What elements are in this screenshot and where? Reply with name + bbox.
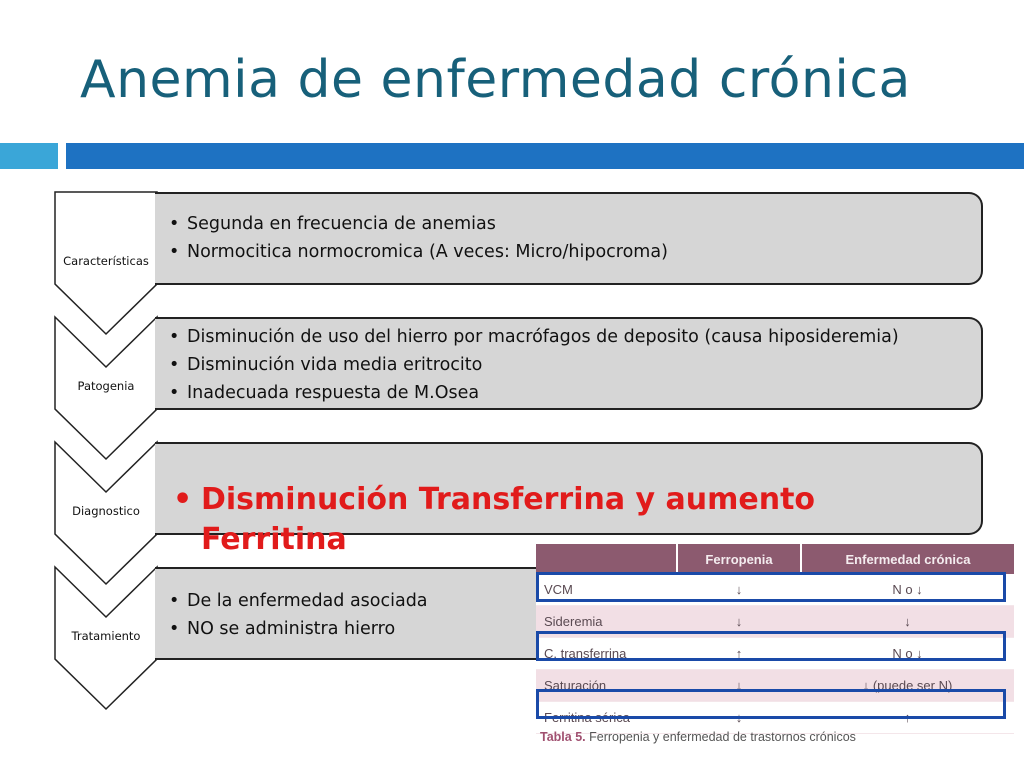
- table-cell: VCM: [536, 574, 677, 606]
- table-cell: N o ↓: [801, 638, 1014, 670]
- caption-text: Ferropenia y enfermedad de trastornos crónicos: [589, 730, 856, 744]
- accent-bar-dark: [66, 143, 1024, 169]
- table-header-row: [536, 544, 1014, 574]
- bullet-item: • Inadecuada respuesta de M.Osea: [167, 379, 967, 407]
- chevron-label: Patogenia: [77, 379, 135, 393]
- chevron-label: Tratamiento: [71, 629, 141, 643]
- table-cell: Saturación: [536, 670, 677, 702]
- section-box-caracteristicas: [155, 192, 983, 285]
- comparison-table-image: [536, 544, 1014, 744]
- highlight-box-vcm: [536, 572, 1006, 602]
- bullet-item: • NO se administra hierro: [167, 615, 639, 643]
- chevron-label: Características: [63, 254, 149, 268]
- table-cell: C. transferrina: [536, 638, 677, 670]
- chevron-diagnostico: [55, 442, 157, 584]
- table-header-cell: Enfermedad crónica: [801, 544, 1014, 574]
- table-header-cell: [536, 544, 677, 574]
- table-cell: ↓: [677, 702, 801, 734]
- table-cell: ↓: [677, 670, 801, 702]
- table-cell: ↓ (puede ser N): [801, 670, 1014, 702]
- caption-label: Tabla 5.: [540, 730, 586, 744]
- chevron-label: Diagnostico: [72, 504, 140, 518]
- bullet-item: • De la enfermedad asociada: [167, 587, 639, 615]
- accent-bar-light: [0, 143, 58, 169]
- table-header-cell: Ferropenia: [677, 544, 801, 574]
- table-cell: N o ↓: [801, 574, 1014, 606]
- slide-title: Anemia de enfermedad crónica: [80, 50, 911, 110]
- bullet-item: • Disminución de uso del hierro por macrófagos de deposito (causa hiposideremia): [167, 323, 967, 351]
- table-cell: ↓: [801, 606, 1014, 638]
- chevron-patogenia: [55, 317, 157, 459]
- section-box-diagnostico: [155, 442, 983, 557]
- table-cell: Sideremia: [536, 606, 677, 638]
- chevron-caracteristicas: [55, 192, 157, 334]
- chevron-tratamiento: [55, 567, 157, 709]
- highlight-box-ferritina: [536, 689, 1006, 719]
- table-cell: ↑: [801, 702, 1014, 734]
- bullet-item: • Disminución vida media eritrocito: [167, 351, 967, 379]
- table-caption: [540, 730, 856, 744]
- bullet-item: • Normocitica normocromica (A veces: Micro/hipocroma): [167, 238, 967, 266]
- section-box-patogenia: [155, 317, 983, 410]
- table-cell: Ferritina sérica: [536, 702, 677, 734]
- table-cell: ↓: [677, 574, 801, 606]
- highlight-box-transferrina: [536, 631, 1006, 661]
- table-cell: ↑: [677, 638, 801, 670]
- table-cell: ↓: [677, 606, 801, 638]
- bullet-item: • Segunda en frecuencia de anemias: [167, 210, 967, 238]
- bullet-item-highlight: • Disminución Transferrina y aumento Ferritina: [167, 480, 967, 560]
